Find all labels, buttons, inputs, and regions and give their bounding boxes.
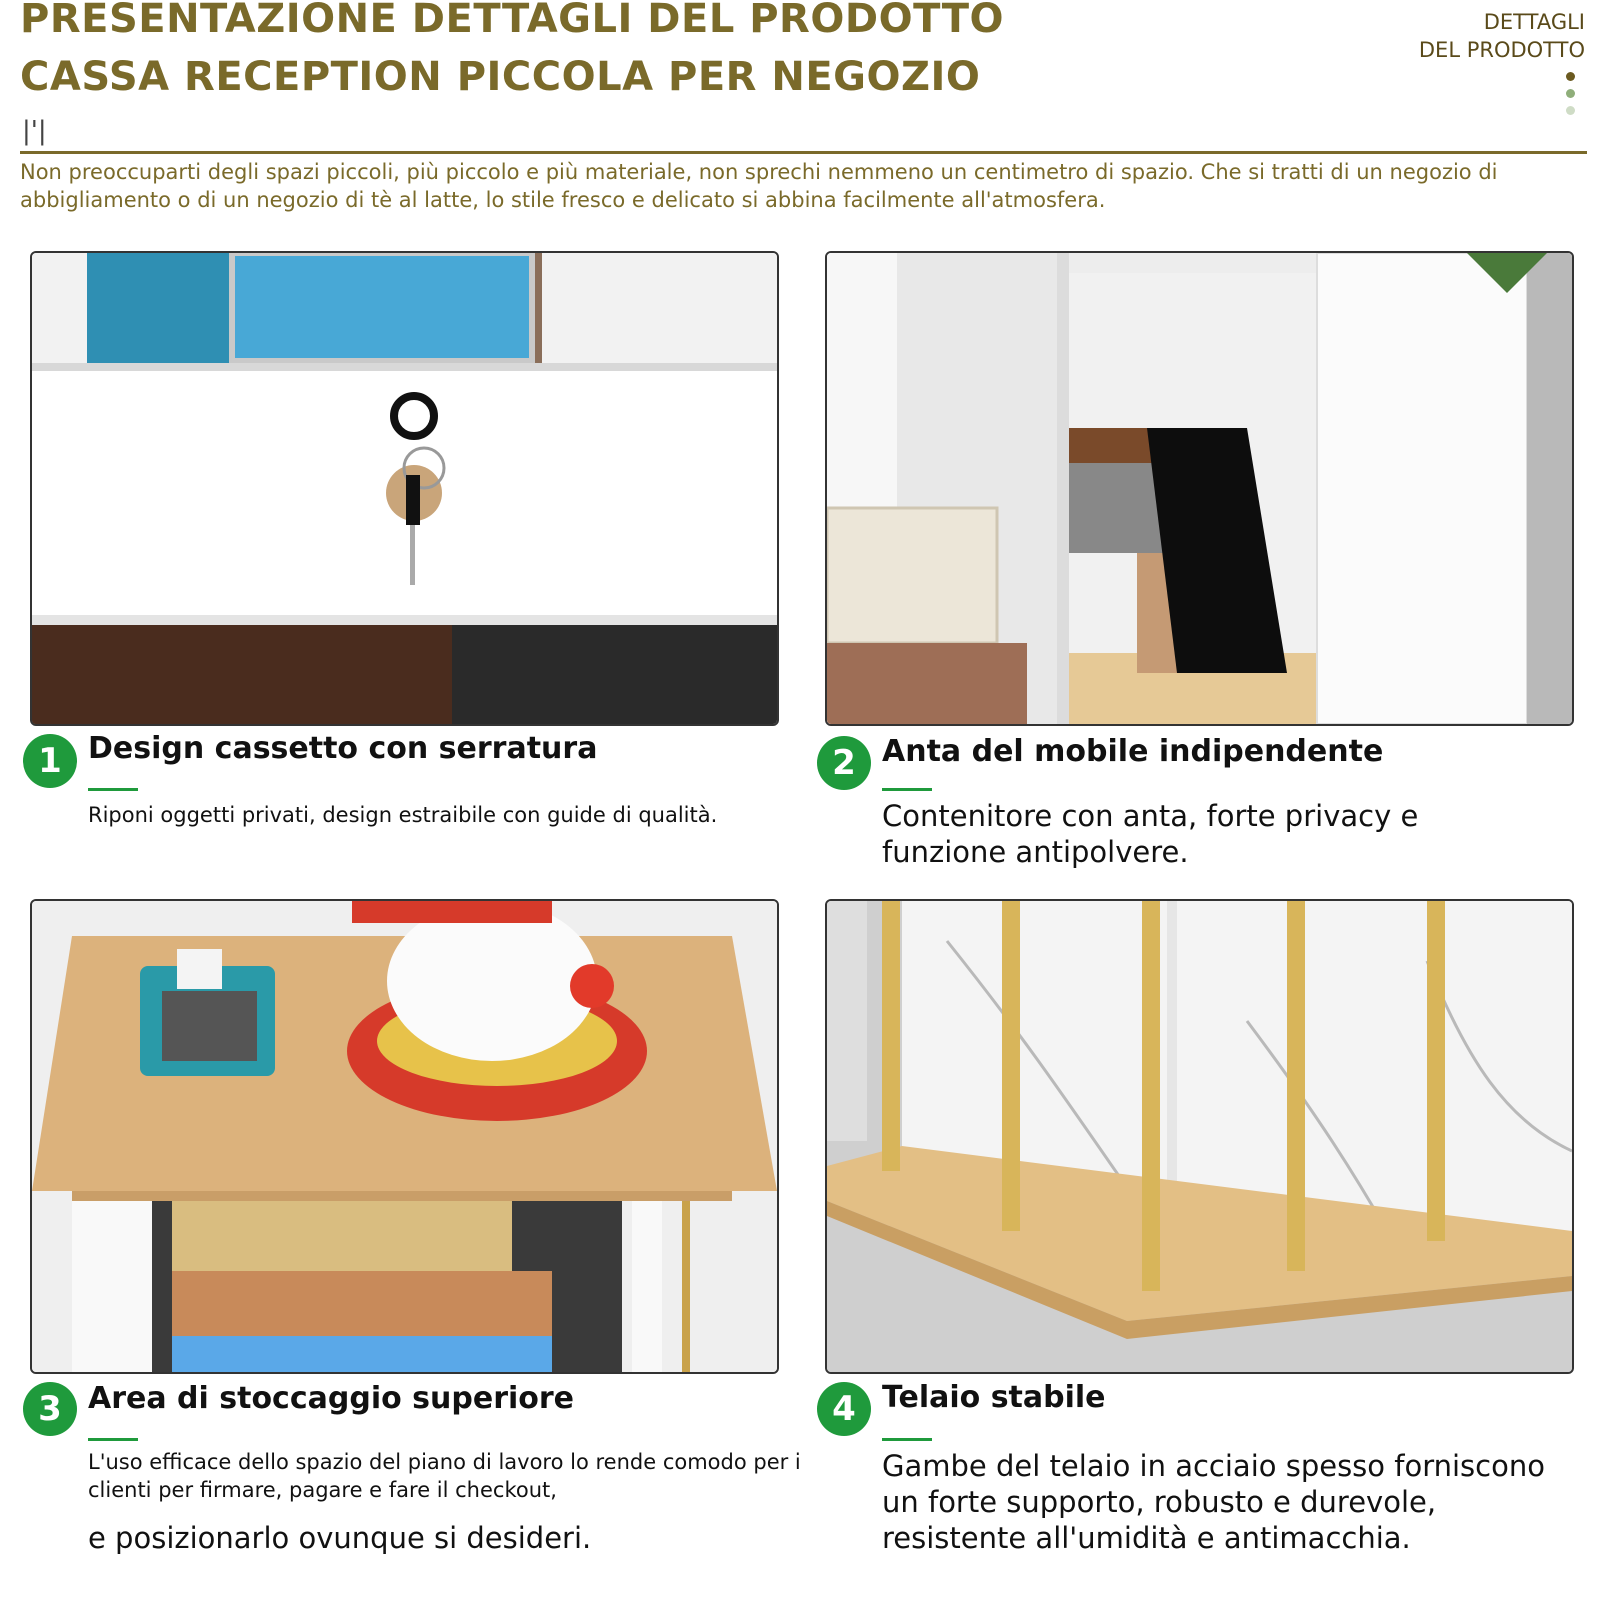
feature-4-description-line-2: un forte supporto, robusto e durevole, bbox=[882, 1485, 1437, 1519]
feature-4-title: Telaio stabile bbox=[882, 1380, 1106, 1415]
top-storage-photo bbox=[30, 899, 779, 1374]
side-label-line-1: DETTAGLI bbox=[1483, 10, 1585, 34]
feature-1-underline bbox=[88, 788, 138, 791]
feature-4-description-line-3: resistente all'umidità e antimacchia. bbox=[882, 1521, 1411, 1555]
bars-decoration: |'| bbox=[22, 116, 47, 146]
indicator-dot bbox=[1566, 89, 1575, 98]
indicator-dot bbox=[1566, 72, 1575, 81]
page-indicator-dots bbox=[1566, 72, 1575, 123]
indicator-dot bbox=[1566, 106, 1575, 115]
drawer-lock-photo bbox=[30, 251, 779, 726]
feature-2-description-line-1: Contenitore con anta, forte privacy e bbox=[882, 799, 1419, 833]
feature-3-description-line-3: e posizionarlo ovunque si desideri. bbox=[88, 1521, 592, 1555]
cabinet-door-photo bbox=[825, 251, 1574, 726]
feature-1-title: Design cassetto con serratura bbox=[88, 731, 598, 766]
feature-2-description-line-2: funzione antipolvere. bbox=[882, 835, 1189, 869]
intro-text: Non preoccuparti degli spazi piccoli, più piccolo e più materiale, non sprechi nemmeno un centimetro di spazio. Che si tratti di un negozio di abbigliamento o di un negozio di tè al latte, lo stile fresco e delicato si abbina facilmente all'atmosfera. bbox=[20, 160, 1498, 212]
page-title-line-1: PRESENTAZIONE DETTAGLI DEL PRODOTTO bbox=[20, 0, 1005, 42]
feature-3-description-line-1: L'uso efficace dello spazio del piano di lavoro lo rende comodo per i bbox=[88, 1450, 801, 1474]
feature-4-description bbox=[882, 1448, 1545, 1556]
page-title-line-2: CASSA RECEPTION PICCOLA PER NEGOZIO bbox=[20, 54, 981, 100]
feature-3-number-badge: 3 bbox=[23, 1382, 77, 1436]
feature-2-underline bbox=[882, 788, 932, 791]
side-label-line-2: DEL PRODOTTO bbox=[1418, 38, 1585, 62]
feature-3-description bbox=[88, 1448, 801, 1504]
feature-3-underline bbox=[88, 1438, 138, 1441]
feature-2-title: Anta del mobile indipendente bbox=[882, 734, 1384, 769]
side-label bbox=[1419, 8, 1585, 64]
feature-4-number-badge: 4 bbox=[817, 1382, 871, 1436]
feature-2-description bbox=[882, 798, 1418, 870]
feature-4-description-line-1: Gambe del telaio in acciaio spesso forniscono bbox=[882, 1449, 1545, 1483]
feature-4-underline bbox=[882, 1438, 932, 1441]
feature-1-description: Riponi oggetti privati, design estraibile con guide di qualità. bbox=[88, 803, 718, 827]
feature-3-title: Area di stoccaggio superiore bbox=[88, 1381, 575, 1416]
frame-photo bbox=[825, 899, 1574, 1374]
feature-3-description-line-2: clienti per firmare, pagare e fare il checkout, bbox=[88, 1478, 557, 1502]
feature-1-number-badge: 1 bbox=[23, 734, 77, 788]
header-divider bbox=[20, 151, 1587, 154]
feature-2-number-badge: 2 bbox=[817, 736, 871, 790]
